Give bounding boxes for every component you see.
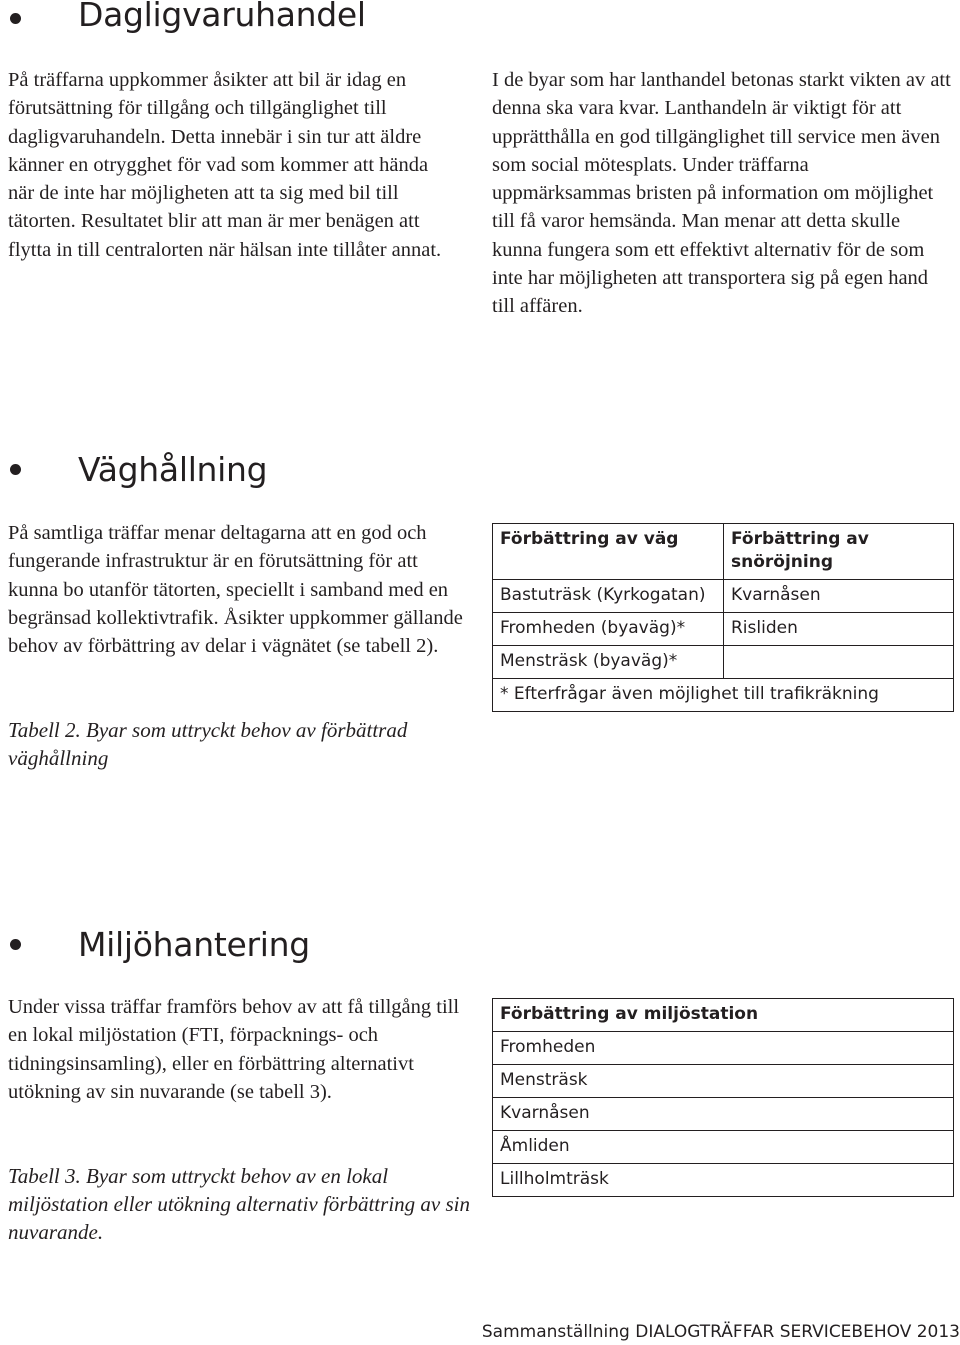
page-footer: Sammanställning DIALOGTRÄFFAR SERVICEBEHOV 2013 xyxy=(481,1322,960,1342)
table-header-cell: Förbättring av väg xyxy=(493,524,724,580)
table-row xyxy=(493,1032,954,1065)
section-heading-dagligvaruhandel xyxy=(0,0,400,36)
table-cell: Fromheden xyxy=(493,1032,954,1065)
table-cell: Mensträsk xyxy=(493,1065,954,1098)
table-row xyxy=(493,1131,954,1164)
tabell-3-table xyxy=(492,998,954,1197)
heading-text: Miljöhantering xyxy=(78,925,310,964)
bullet-icon xyxy=(10,13,21,24)
table-cell: Åmliden xyxy=(493,1131,954,1164)
table-row xyxy=(493,613,954,646)
tabell-3-caption: Tabell 3. Byar som uttryckt behov av en lokal miljöstation eller utökning alternativ förbättring av sin nuvarande. xyxy=(8,1164,470,1244)
table-header-cell: Förbättring av snöröjning xyxy=(724,524,954,580)
dagligvaruhandel-left-paragraph: På träffarna uppkommer åsikter att bil är idag en förutsättning för tillgång och tillgänglighet till dagligvaruhandeln. Detta innebär i sin tur att äldre känner en otrygghet för vad som kommer att hända när de inte har möjligheten att ta sig med bil till tätorten. Resultatet blir att man är mer benägen att flytta in till centralorten när hälsan inte tillåter annat. xyxy=(8,69,442,261)
table-row xyxy=(493,580,954,613)
vaghallning-paragraph: På samtliga träffar menar deltagarna att en god och fungerande infrastruktur är en förutsättning för att kunna bo utanför tätorten, speciellt i samband med en begränsad kollektivtrafik. Åsikter uppkommer gällande behov av förbättring av delar i vägnätet (se tabell 2). xyxy=(8,522,463,658)
section-heading-vaghallning xyxy=(0,450,400,490)
table-header-cell: Förbättring av miljöstation xyxy=(493,999,954,1032)
table-row xyxy=(493,1164,954,1197)
heading-text: Väghållning xyxy=(78,450,268,489)
tabell-2-caption: Tabell 2. Byar som uttryckt behov av förbättrad väghållning xyxy=(8,718,408,770)
heading-text: Dagligvaruhandel xyxy=(78,0,366,34)
table-cell: Bastuträsk (Kyrkogatan) xyxy=(493,580,724,613)
section-heading-miljohantering xyxy=(0,925,400,965)
table-cell: Lillholmträsk xyxy=(493,1164,954,1197)
table-row xyxy=(493,1098,954,1131)
table-header-row xyxy=(493,524,954,580)
miljohantering-paragraph: Under vissa träffar framförs behov av att få tillgång till en lokal miljöstation (FTI, förpacknings- och tidningsinsamling), eller en förbättring alternativt utökning av sin nuvarande (se tabell 3). xyxy=(8,996,460,1103)
table-header-row xyxy=(493,999,954,1032)
table-row xyxy=(493,646,954,679)
table-cell xyxy=(724,646,954,679)
table-cell: Kvarnåsen xyxy=(724,580,954,613)
dagligvaruhandel-right-paragraph: I de byar som har lanthandel betonas starkt vikten av att denna ska vara kvar. Lanthandeln är viktigt för att upprätthålla en god tillgänglighet till service men även som social mötesplats. Under träffarna uppmärksammas bristen på information om möjlighet till få varor hemsända. Man menar att detta skulle kunna fungera som ett effektivt alternativ för de som inte har möjligheten att transportera sig på egen hand till affären. xyxy=(492,69,951,318)
table-cell: Risliden xyxy=(724,613,954,646)
table-footnote: * Efterfrågar även möjlighet till trafikräkning xyxy=(493,679,954,712)
table-footnote-row xyxy=(493,679,954,712)
table-row xyxy=(493,1065,954,1098)
table-cell: Kvarnåsen xyxy=(493,1098,954,1131)
bullet-icon xyxy=(10,464,21,475)
tabell-2-table xyxy=(492,523,954,712)
table-cell: Fromheden (byaväg)* xyxy=(493,613,724,646)
table-cell: Mensträsk (byaväg)* xyxy=(493,646,724,679)
bullet-icon xyxy=(10,939,21,950)
